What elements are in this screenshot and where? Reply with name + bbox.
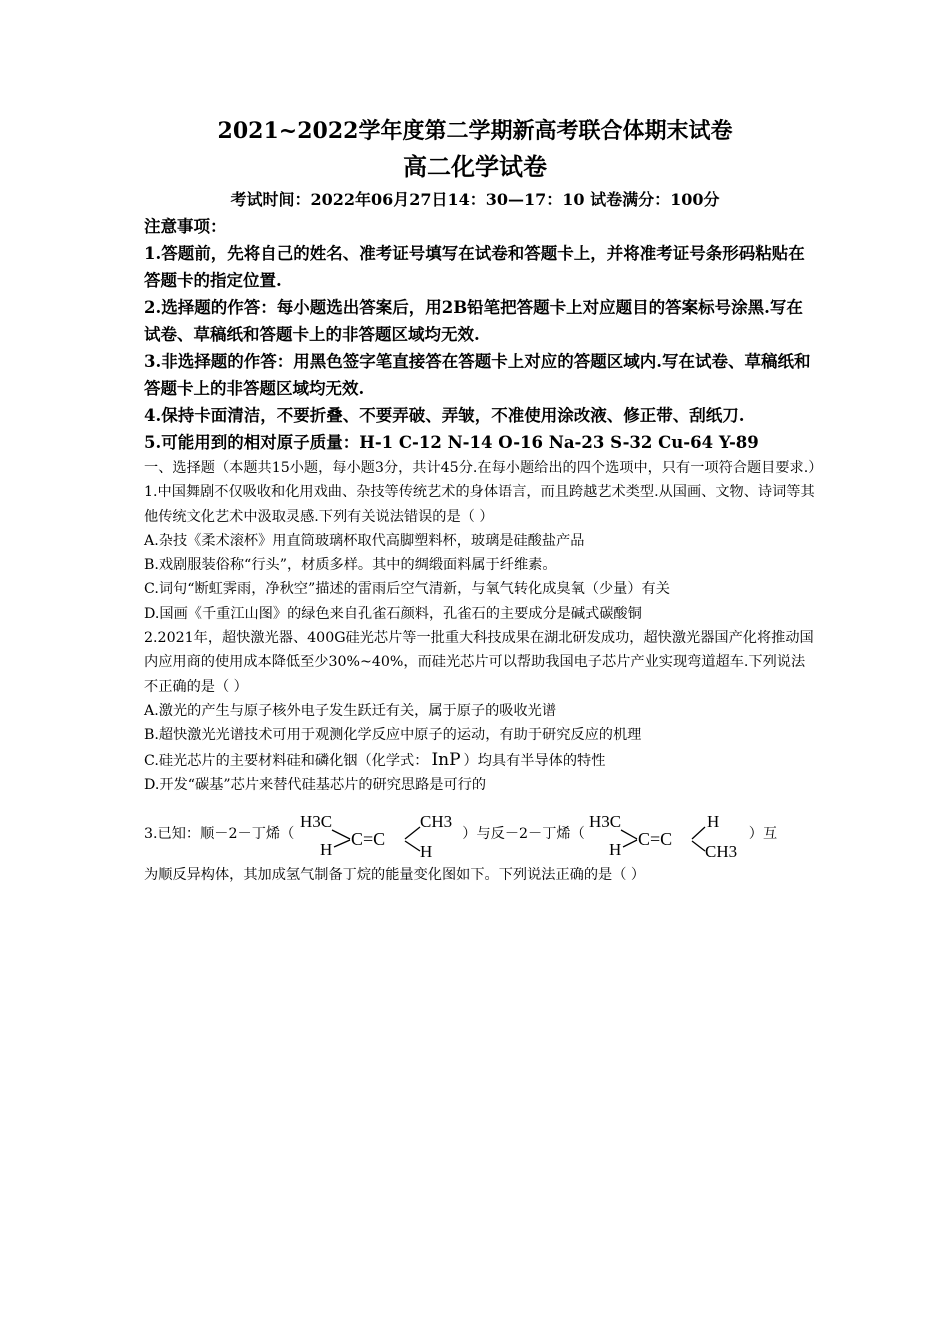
question-2-option-c (144, 748, 816, 773)
question-2-option-b: B.超快激光光谱技术可用于观测化学反应中原子的运动，有助于研究反应的机理 (144, 727, 642, 744)
trans-bond-lower-right (692, 841, 705, 851)
cis-top-right: CH3 (420, 812, 453, 832)
notice-item-3: 3.非选择题的作答：用黑色签字笔直接答在答题卡上对应的答题区域内.写在试卷、草稿纸和答题卡上的非答题区域均无效. (144, 352, 811, 398)
q3-text-part2: ）与反－2－丁烯（ (462, 826, 585, 843)
cis-bottom-left: H (320, 840, 333, 860)
trans-bond-upper-right (692, 827, 705, 839)
question-1-option-d: D.国画《千重江山图》的绿色来自孔雀石颜料，孔雀石的主要成分是碱式碳酸铜 (144, 605, 642, 622)
trans-top-right: H (706, 812, 720, 832)
cis-2-butene-structure (296, 809, 460, 859)
notice-item-2: 2.选择题的作答：每小题选出答案后，用2B铅笔把答题卡上对应题目的答案标号涂黑.写在试卷、草稿纸和答题卡上的非答题区域均无效. (144, 298, 803, 344)
q3-text-part3: ）互 (748, 826, 778, 843)
q3-text-part1: 3.已知：顺－2－丁烯（ (144, 826, 295, 843)
trans-bottom-left: H (608, 840, 622, 860)
question-1-option-a: A.杂技《柔术滚杯》用直筒玻璃杯取代高脚塑料杯，玻璃是硅酸盐产品 (144, 532, 585, 549)
cis-bond-upper-right (405, 827, 420, 839)
question-1-stem: 1.中国舞剧不仅吸收和化用戏曲、杂技等传统艺术的身体语言，而且跨越艺术类型.从国画、文物、诗词等其他传统文化艺术中汲取灵感.下列有关说法错误的是（ ） (144, 484, 815, 525)
notice-item-4: 4.保持卡面清洁，不要折叠、不要弄破、弄皱，不准使用涂改液、修正带、刮纸刀. (144, 406, 745, 425)
question-1-option-b: B.戏剧服装俗称“行头”，材质多样。其中的绸缎面料属于纤维素。 (144, 557, 557, 574)
cis-bottom-right: H (420, 842, 433, 860)
trans-bond-lower-left (623, 840, 637, 847)
cis-bond-lower-left (334, 840, 350, 847)
option-c-text-before: C.硅光芯片的主要材料硅和磷化铟（化学式： (144, 752, 429, 769)
question-2-option-d: D.开发“碳基”芯片来替代硅基芯片的研究思路是可行的 (144, 776, 487, 793)
section-heading: 一、选择题（本题共15小题，每小题3分，共计45分.在每小题给出的四个选项中，只有一项符合题目要求.） (144, 460, 823, 476)
exam-title: 2021~2022学年度第二学期新高考联合体期末试卷 (217, 118, 733, 144)
exam-content (144, 214, 823, 887)
question-3-stem-line2: 为顺反异构体，其加成氢气制备丁烷的能量变化图如下。下列说法正确的是（ ） (144, 867, 646, 884)
cis-top-left: H3C (300, 812, 333, 832)
trans-2-butene-structure (587, 809, 747, 859)
trans-top-left: H3C (588, 812, 621, 832)
trans-center: C=C (637, 829, 672, 850)
notice-item-1: 1.答题前，先将自己的姓名、准考证号填写在试卷和答题卡上，并将准考证号条形码粘贴在答题卡的指定位置. (144, 244, 805, 290)
trans-bottom-right: CH3 (704, 842, 737, 860)
cis-2-butene-svg (296, 809, 460, 859)
inp-formula: InP (431, 749, 461, 770)
cis-center: C=C (351, 829, 386, 850)
exam-info: 考试时间：2022年06月27日14：30—17：10 试卷满分：100分 (230, 190, 720, 209)
notice-heading: 注意事项： (144, 217, 227, 236)
notice-item-5: 5.可能用到的相对原子质量：H-1 C-12 N-14 O-16 Na-23 S-32 Cu-64 Y-89 (144, 433, 759, 452)
question-2-stem: 2.2021年，超快激光器、400G硅光芯片等一批重大科技成果在湖北研发成功，超快激光器国产化将推动国内应用商的使用成本降低至少30%~40%，而硅光芯片可以帮助我国电子芯片产业实现弯道超车.下列说法不正确的是（ ） (144, 630, 814, 695)
question-1-option-c: C.词句“断虹霁雨，净秋空”描述的雷雨后空气清新，与氧气转化成臭氧（少量）有关 (144, 581, 670, 598)
question-3-stem-line1 (144, 809, 816, 859)
trans-2-butene-svg (587, 809, 747, 859)
cis-bond-lower-right (405, 841, 420, 851)
cis-bond-upper-left (332, 830, 350, 839)
option-c-text-after: ）均具有半导体的特性 (463, 752, 606, 769)
trans-bond-upper-left (621, 830, 637, 839)
exam-subtitle: 高二化学试卷 (403, 152, 547, 181)
question-2-option-a: A.激光的产生与原子核外电子发生跃迁有关，属于原子的吸收光谱 (144, 702, 557, 719)
